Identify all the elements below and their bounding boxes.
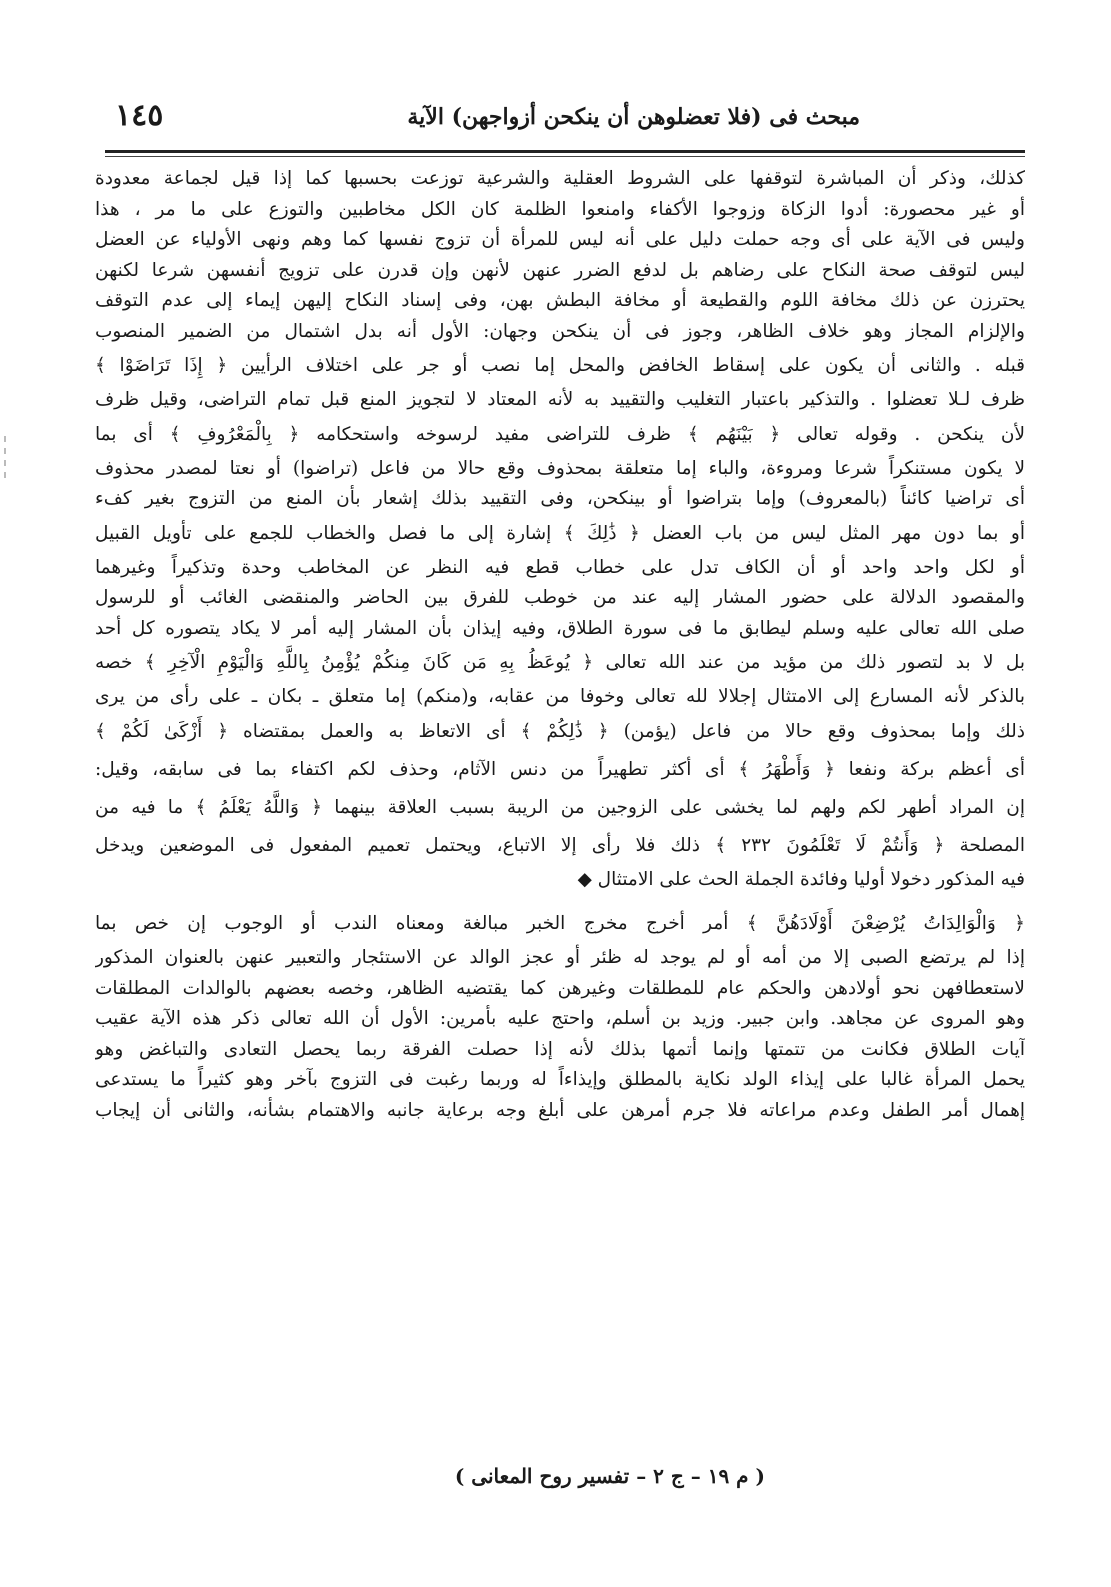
- text-line: يحترزن عن ذلك مخافة اللوم والقطيعة أو مخافة البطش بهن، وفى إسناد النكاح إليهن إيماء إلى عدم التوقف: [95, 290, 1025, 311]
- text-line: إهمال أمر الطفل وعدم مراعاته فلا جرم أمرهن على أبلغ وجه برعاية جانبه والاهتمام بشأنه، والثانى أن إيجاب: [95, 1099, 1025, 1121]
- text-line: والإلزام المجاز وهو خلاف الظاهر، وجوز فى أن ينكحن وجهان: الأول أنه بدل اشتمال من الضمير المنصوب: [95, 320, 1025, 342]
- text-line: أو لكل واحد واحد أو أن الكاف تدل على خطاب قطع فيه النظر عن المخاطب وحدة وتذكيراً وغيرهما: [95, 556, 1025, 578]
- margin-tick: [4, 472, 6, 478]
- body-text: [95, 164, 1025, 1126]
- text-line: صلى الله تعالى عليه وسلم ليطابق ما فى سورة الطلاق، وفيه إيذان بأن المشار إليه أمر لا يكاد يتصوره كل أحد: [95, 617, 1025, 639]
- text-line: أو غير محصورة: أدوا الزكاة وزوجوا الأكفاء وامنعوا الظلمة كان الكل مخاطبين والتوزع على ما مر ، هذا: [95, 198, 1025, 220]
- header-title: مبحث فى (فلا تعضلوهن أن ينكحن أزواجهن) الآية: [407, 104, 860, 130]
- document-page: [95, 92, 1025, 1512]
- text-line: إذا لم يرتضع الصبى إلا من أمه أو لم يوجد له ظئر أو عجز الوالد عن الاستئجار والتعبير عنهن بالعنوان المذكور: [95, 947, 1025, 968]
- text-line: لأن ينكحن . وقوله تعالى ﴿ بَيْنَهُم ﴾ ظرف للتراضى مفيد لرسوخه واستحكامه ﴿ بِالْمَعْرُوفِ ﴾ أى بما: [95, 423, 1025, 445]
- text-line: يحمل المرأة غالبا على إيذاء الولد نكاية بالمطلق وإيذاءاً له وربما رغبت فى التزوج بآخر وهو كثيراً ما يستدعى: [95, 1069, 1025, 1090]
- text-line: أى أعظم بركة ونفعا ﴿ وَأَطْهَرُ ﴾ أى أكثر تطهيراً من دنس الآثام، وحذف لكم اكتفاء بما فى سابقه، وقيل:: [95, 758, 1025, 780]
- margin-marks: [0, 430, 14, 510]
- page-number: ١٤٥: [115, 98, 164, 133]
- margin-tick: [4, 436, 6, 442]
- text-line: ذلك وإما بمحذوف وقع حالا من فاعل (يؤمن) ﴿ ذَٰلِكُمْ ﴾ أى الاتعاظ به والعمل بمقتضاه ﴿ أَزْكَىٰ لَكُمْ ﴾: [95, 720, 1025, 742]
- text-line: إن المراد أطهر لكم ولهم لما يخشى على الزوجين من الريبة بسبب العلاقة بينهما ﴿ وَاللَّهُ يَعْلَمُ ﴾ ما فيه من: [95, 796, 1025, 818]
- text-line: وهو المروى عن مجاهد. وابن جبير. وزيد بن أسلم، واحتج عليه بأمرين: الأول أن الله تعالى ذكر هذه الآية عقيب: [95, 1008, 1025, 1029]
- text-line: أى تراضيا كائناً (بالمعروف) وإما بتراضوا أو بينكحن، وفى التقييد بذلك إشعار بأن المنع من التزوج بغير كفء: [95, 488, 1025, 509]
- text-line: ليس لتوقف صحة النكاح على رضاهم بل لدفع الضرر عنهن لأنهن وإن قدرن على تزويج أنفسهن شرعا لكنهن: [95, 259, 1025, 281]
- text-line: المصلحة ﴿ وَأَنتُمْ لَا تَعْلَمُونَ ٢٣٢ ﴾ ذلك فلا رأى إلا الاتباع، ويحتمل تعميم المفعول فى الموضعين ويدخل: [95, 834, 1025, 856]
- text-line: والمقصود الدلالة على حضور المشار إليه عند من خوطب للفرق بين الحاضر والمنقضى الغائب أو للرسول: [95, 587, 1025, 608]
- paragraph-gap: [95, 895, 1025, 905]
- text-line: أو بما دون مهر المثل ليس من باب العضل ﴿ ذَٰلِكَ ﴾ إشارة إلى ما فصل والخطاب للجمع على تأويل القبيل: [95, 522, 1025, 544]
- margin-tick: [4, 460, 6, 466]
- text-line: لا يكون مستنكراً شرعا ومروءة، والباء إما متعلقة بمحذوف وقع حالا من فاعل (تراضوا) أو نعتا لمصدر محذوف: [95, 457, 1025, 479]
- margin-tick: [4, 448, 6, 454]
- text-line: بالذكر لأنه المسارع إلى الامتثال إجلالا لله تعالى وخوفا من عقابه، و(منكم) إما متعلق ـ بكان ـ على رأى من يرى: [95, 686, 1025, 707]
- header-rule-thin: [105, 156, 1025, 157]
- page-header: [95, 92, 1025, 148]
- text-line: بل لا بد لتصور ذلك من مؤيد من عند الله تعالى ﴿ يُوعَظُ بِهِ مَن كَانَ مِنكُمْ يُؤْمِنُ بِاللَّهِ وَالْيَوْمِ الْآخِرِ ﴾ خصه: [95, 652, 1025, 673]
- text-line: لاستعطافهن نحو أولادهن والحكم عام للمطلقات وغيرهن كما يقتضيه الظاهر، وخصه بعضهم بالوالدات المطلقات: [95, 977, 1025, 999]
- text-line: آيات الطلاق فكانت من تتمتها وإنما أتمها بذلك لأنه إذا حصلت الفرقة ربما يحصل التعادى والتباغض وهو: [95, 1038, 1025, 1060]
- text-line: وليس فى الآية على أى وجه حملت دليل على أنه ليس للمرأة أن تزوج نفسها كما وهم ونهى الأولياء عن العضل: [95, 229, 1025, 250]
- text-line: ﴿ وَالْوَالِدَاتُ يُرْضِعْنَ أَوْلَادَهُنَّ ﴾ أمر أخرج مخرج الخبر مبالغة ومعناه الندب أو الوجوب إن خص بما: [95, 913, 1025, 934]
- header-rule: [105, 150, 1025, 153]
- page-footer: ( م ١٩ – ج ٢ – تفسير روح المعانى ): [454, 1464, 765, 1488]
- text-line: فيه المذكور دخولا أوليا وفائدة الجملة الحث على الامتثال ◆: [577, 868, 1025, 890]
- text-line: كذلك، وذكر أن المباشرة لتوقفها على الشروط العقلية والشرعية توزعت بحسبها كما إذا قيل لجماعة معدودة: [95, 168, 1025, 189]
- text-line: قبله . والثانى أن يكون على إسقاط الخافض والمحل إما نصب أو جر على اختلاف الرأيين ﴿ إِذَا تَرَاضَوْا ﴾: [95, 355, 1025, 376]
- text-line: ظرف لـلا تعضلوا . والتذكير باعتبار التغليب والتقييد به لأنه المعتاد لا لتجويز المنع قبل تمام التراضى، وقيل ظرف: [95, 389, 1025, 410]
